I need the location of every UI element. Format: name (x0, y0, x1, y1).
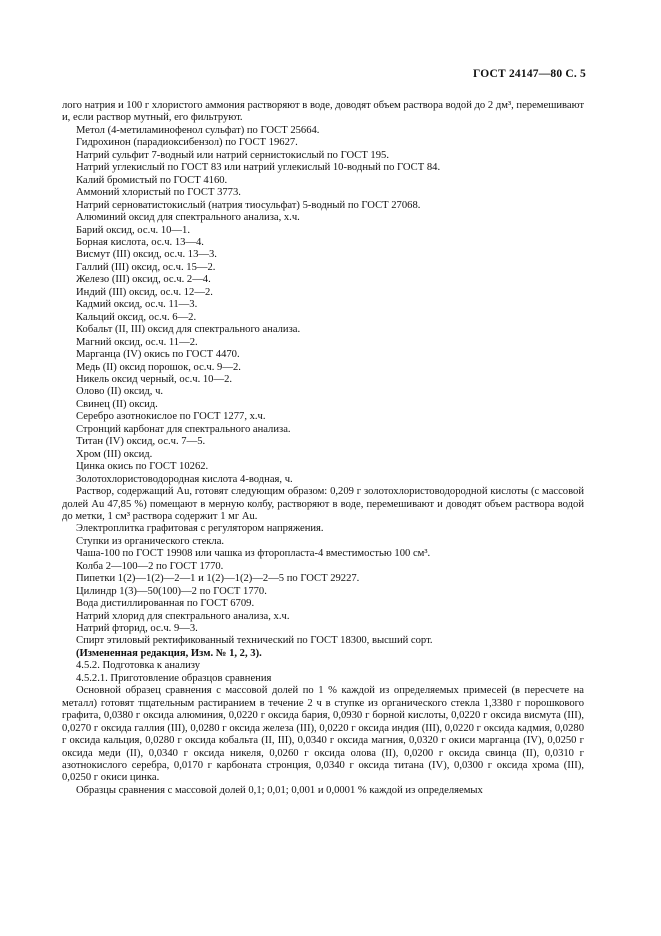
paragraph: лого натрия и 100 г хлористого аммония растворяют в воде, доводят объем раствора водой до 2 дм³, перемешивают и, если раствор мутный, его фильтруют. (62, 100, 584, 124)
paragraph: Индий (III) оксид, ос.ч. 12—2. (76, 286, 213, 298)
paragraph: Титан (IV) оксид, ос.ч. 7—5. (76, 436, 206, 448)
paragraph: Кобальт (II, III) оксид для спектрального анализа. (76, 324, 301, 336)
paragraph: Чаша-100 по ГОСТ 19908 или чашка из фторопласта-4 вместимостью 100 см³. (76, 548, 431, 560)
paragraph: Ступки из органического стекла. (76, 535, 225, 547)
paragraph: Стронций карбонат для спектрального анализа. (76, 423, 291, 435)
paragraph: Медь (II) оксид порошок, ос.ч. 9—2. (76, 361, 241, 373)
paragraph: Аммоний хлористый по ГОСТ 3773. (76, 187, 241, 199)
paragraph: Цинка окись по ГОСТ 10262. (76, 461, 209, 473)
paragraph: Хром (III) оксид. (76, 448, 153, 460)
paragraph: (Измененная редакция, Изм. № 1, 2, 3). (76, 647, 262, 659)
paragraph: Натрий хлорид для спектрального анализа, х.ч. (76, 610, 290, 622)
paragraph: Никель оксид черный, ос.ч. 10—2. (76, 373, 233, 385)
paragraph: Золотохлористоводородная кислота 4-водная, ч. (76, 473, 293, 485)
page-header: ГОСТ 24147—80 С. 5 (473, 68, 586, 80)
paragraph: Натрий углекислый по ГОСТ 83 или натрий углекислый 10-водный по ГОСТ 84. (76, 162, 441, 174)
paragraph: Калий бромистый по ГОСТ 4160. (76, 174, 228, 186)
paragraph: Борная кислота, ос.ч. 13—4. (76, 236, 204, 248)
paragraph: Барий оксид, ос.ч. 10—1. (76, 224, 190, 236)
paragraph: Основной образец сравнения с массовой долей по 1 % каждой из определяемых примесей (в пересчете на металл) готовят тщательным растиранием в течение 2 ч в ступке из органического стекла 1,3380 г порошкового графита, 0,0380 г оксида алюминия, 0,0220 г оксида бария, 0,0930 г борной кислоты, 0,0220 г оксида висмута (III), 0,0270 г оксида галлия (III), 0,0280 г оксида железа (III), 0,0220 г оксида индия (III), 0,0220 г оксида кадмия, 0,0280 г оксида кальция, 0,0280 г оксида кобальта (II, III), 0,0340 г оксида магния, 0,0320 г окиси марганца (IV), 0,0250 г оксида меди (II), 0,0340 г оксида никеля, 0,0260 г оксида олова (II), 0,0200 г оксида свинца (II), 0,0310 г азотнокислого серебра, 0,0170 г карбоната стронция, 0,0340 г оксида титана (IV), 0,0300 г оксида хрома (III), 0,0250 г окиси цинка. (62, 685, 584, 784)
paragraph: Спирт этиловый ректификованный технический по ГОСТ 18300, высший сорт. (76, 635, 433, 647)
paragraph: Цилиндр 1(3)—50(100)—2 по ГОСТ 1770. (76, 585, 267, 597)
paragraph: Железо (III) оксид, ос.ч. 2—4. (76, 274, 211, 286)
paragraph: Раствор, содержащий Au, готовят следующим образом: 0,209 г золотохлористоводородной кислоты (с массовой долей Au 47,85 %) помещают в мерную колбу, растворяют в воде, перемешивают и доводят объем раствора водой до метки, 1 см³ раствора содержит 1 мг Au. (62, 486, 584, 522)
paragraph: 4.5.2.1. Приготовление образцов сравнения (76, 672, 272, 684)
paragraph: Натрий серноватистокислый (натрия тиосульфат) 5-водный по ГОСТ 27068. (76, 199, 421, 211)
paragraph: Метол (4-метиламинофенол сульфат) по ГОСТ 25664. (76, 124, 320, 136)
paragraph: Кальций оксид, ос.ч. 6—2. (76, 311, 197, 323)
paragraph: Электроплитка графитовая с регулятором напряжения. (76, 523, 324, 535)
paragraph: Гидрохинон (парадиоксибензол) по ГОСТ 19627. (76, 137, 298, 149)
paragraph: Олово (II) оксид, ч. (76, 386, 164, 398)
paragraph: Марганца (IV) окись по ГОСТ 4470. (76, 349, 240, 361)
paragraph: Галлий (III) оксид, ос.ч. 15—2. (76, 261, 216, 273)
paragraph: Свинец (II) оксид. (76, 398, 158, 410)
paragraph: Алюминий оксид для спектрального анализа, х.ч. (76, 212, 300, 224)
paragraph: Кадмий оксид, ос.ч. 11—3. (76, 299, 198, 311)
document-body (62, 100, 584, 797)
paragraph: Магний оксид, ос.ч. 11—2. (76, 336, 198, 348)
paragraph: Колба 2—100—2 по ГОСТ 1770. (76, 560, 224, 572)
paragraph: Вода дистиллированная по ГОСТ 6709. (76, 598, 255, 610)
paragraph: Натрий фторид, ос.ч. 9—3. (76, 623, 198, 635)
paragraph: Висмут (III) оксид, ос.ч. 13—3. (76, 249, 217, 261)
paragraph: 4.5.2. Подготовка к анализу (76, 660, 201, 672)
paragraph: Серебро азотнокислое по ГОСТ 1277, х.ч. (76, 411, 266, 423)
paragraph: Пипетки 1(2)—1(2)—2—1 и 1(2)—1(2)—2—5 по ГОСТ 29227. (76, 573, 360, 585)
paragraph: Натрий сульфит 7-водный или натрий сернистокислый по ГОСТ 195. (76, 149, 389, 161)
paragraph: Образцы сравнения с массовой долей 0,1; 0,01; 0,001 и 0,0001 % каждой из определяемых (76, 784, 483, 796)
